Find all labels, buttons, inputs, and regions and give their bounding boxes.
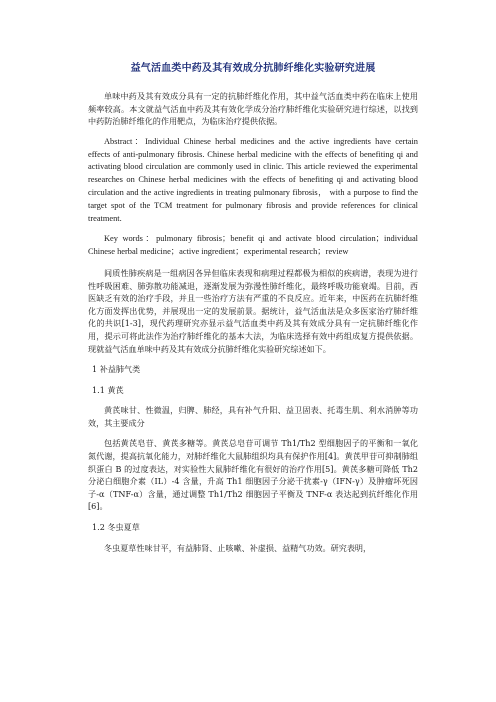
section-heading-1: 1 补益肺气类 (92, 364, 141, 375)
keywords-english: Key words：pulmonary fibrosis；benefit qi and activate blood circulation；individual Chinese herbal medicine；active ingredient；experimental research；review (88, 234, 418, 257)
document-page (88, 62, 418, 562)
section-heading-1-2: 1.2 冬虫夏草 (92, 522, 140, 533)
section-heading-1-1: 1.1 黄芪 (92, 384, 124, 395)
huangqi-paragraph-1: 黄芪味甘、性微温，归脾、肺经，具有补气升阳、益卫固表、托毒生肌、利水消肿等功效，其主要成分 (88, 405, 418, 428)
huangqi-paragraph-2: 包括黄芪皂苷、黄芪多糖等。黄芪总皂苷可调节 Th1/Th2 型细胞因子的平衡和一氧化氮代谢，提高抗氧化能力，对肺纤维化大鼠肺组织均具有保护作用[4]。黄芪甲苷可抑制肺组织蛋白 B 的过度表达，对实验性大鼠肺纤维化有很好的治疗作用[5]。黄芪多糖可降低 Th2 分泌白细胞介素（IL）-4 含量，升高 Th1 细胞因子分泌干扰素-γ（IFN-γ）及肿瘤坏死因子-α（TNF-α）含量，通过调整 Th1/Th2 细胞因子平衡及 TNF-α 表达起到抗纤维化作用[6]。 (88, 438, 418, 512)
abstract-chinese: 单味中药及其有效成分具有一定的抗肺纤维化作用，其中益气活血类中药在临床上使用频率较高。本文就益气活血中药及其有效化学成分治疗肺纤维化实验研究进行综述，以找到中药防治肺纤维化的作用靶点，为临床治疗提供依据。 (88, 91, 418, 127)
introduction-paragraph: 间质性肺疾病是一组病因各异但临床表现和病理过程都极为相似的疾病谱，表现为进行性呼吸困难、肺弥散功能减退，逐渐发展为弥漫性肺纤维化，最终呼吸功能衰竭。目前，西医缺乏有效的治疗手段，并且一些治疗方法有严重的不良反应。近年来，中医药在抗肺纤维化方面发挥出优势，并展现出一定的发展前景。据统计，益气活血法是众多医家治疗肺纤维化的共识[1-3]，现代药理研究亦显示益气活血类中药及其有效成分具有一定抗肺纤维化作用，提示可将此法作为治疗肺纤维化的基本大法，为临床选择有效中药组成复方提供依据。现就益气活血单味中药及其有效成分抗肺纤维化实验研究综述如下。 (88, 267, 418, 354)
abstract-english: Abstract：Individual Chinese herbal medicines and the active ingredients have certain effects of anti-pulmonary fibrosis. Chinese herbal medicine with the effects of benefiting qi and activating blood circulation are commonly used in clinic. This article reviewed the experimental researches on Chinese herbal medicines with the effects of benefiting qi and activating blood circulation and the active ingredients in treating pulmonary fibrosis， with a purpose to find the target spot of the TCM treatment for pulmonary fibrosis and provide references for clinical treatment. (88, 136, 418, 223)
dongchong-paragraph-1: 冬虫夏草性味甘平，有益肺肾、止咳嗽、补虚损、益精气功效。研究表明， (104, 542, 372, 553)
document-title: 益气活血类中药及其有效成分抗肺纤维化实验研究进展 (130, 63, 376, 74)
